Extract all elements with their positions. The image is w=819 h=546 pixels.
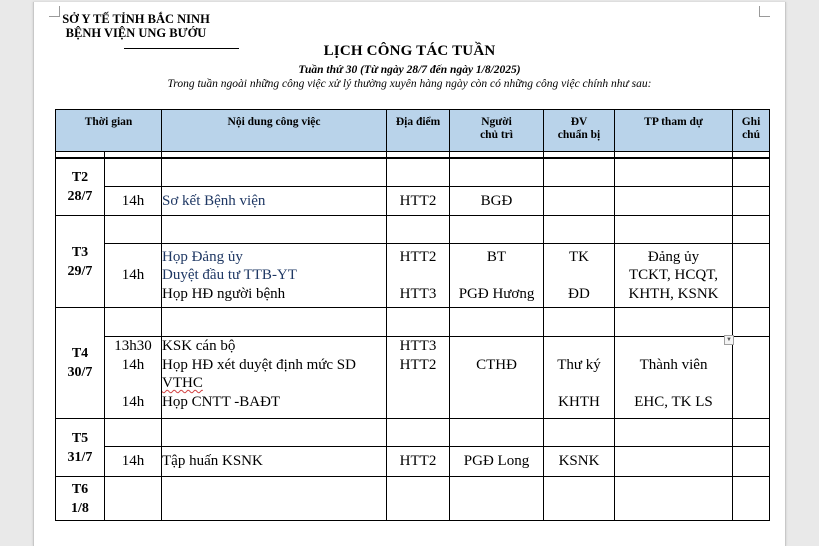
- table-row: [56, 158, 770, 187]
- header-note-line2: chú: [742, 129, 760, 141]
- org-line-2: BỆNH VIỆN UNG BƯỚU: [65, 25, 207, 40]
- day-name: T4: [71, 346, 89, 361]
- chair-cell: BGĐ: [450, 187, 544, 216]
- place-line: HTT3: [399, 285, 437, 302]
- header-prep: [544, 110, 615, 152]
- content-cell: [162, 244, 387, 308]
- content-line: Họp HĐ người bệnh: [162, 285, 286, 302]
- content-line: KSK cán bộ: [162, 338, 236, 354]
- attend-line: Đảng ủy: [647, 248, 700, 265]
- org-line-1: SỞ Y TẾ TỈNH BẮC NINH: [62, 12, 210, 26]
- table-header-row: [56, 110, 770, 152]
- document-page: [33, 2, 786, 546]
- content-cell: Sơ kết Bệnh viện: [162, 187, 387, 216]
- content-line: Họp CNTT -BAĐT: [162, 393, 281, 410]
- cell-dropdown-icon[interactable]: ▼: [724, 335, 734, 345]
- header-place: Địa điểm: [387, 110, 450, 152]
- prep-cell: [544, 337, 615, 419]
- place-cell: [387, 337, 450, 419]
- time-cell: [105, 337, 162, 419]
- day-date: 29/7: [67, 263, 93, 279]
- place-line: HTT2: [399, 248, 437, 265]
- day-date: 30/7: [67, 365, 93, 380]
- content-cell: [162, 337, 387, 419]
- prep-line: TK: [569, 248, 590, 265]
- day-cell-t4: [56, 308, 105, 419]
- organization-block: [34, 13, 238, 40]
- table-row: [56, 308, 770, 337]
- header-prep-line1: ĐV: [570, 116, 588, 128]
- day-cell-t6: [56, 477, 105, 521]
- place-line: HTT2: [399, 356, 437, 373]
- header-note: [733, 110, 770, 152]
- attend-line: Thành viên: [639, 356, 708, 373]
- header-note-line1: Ghi: [741, 116, 761, 128]
- header-time: Thời gian: [56, 110, 162, 152]
- place-cell: HTT2: [387, 187, 450, 216]
- attend-line: EHC, TK LS: [634, 393, 713, 410]
- time-line: 13h30: [114, 338, 152, 354]
- header-chair-line2: chủ trì: [480, 129, 513, 141]
- table-row: [56, 187, 770, 216]
- header-chair: [450, 110, 544, 152]
- header-content: Nội dung công việc: [162, 110, 387, 152]
- intro-text: Trong tuần ngoài những công việc xử lý thường xuyên hàng ngày còn có những công việc chính như sau:: [167, 78, 652, 90]
- time-cell: 14h: [105, 244, 162, 308]
- time-cell: 14h: [105, 187, 162, 216]
- table-row: [56, 216, 770, 244]
- prep-cell: [544, 244, 615, 308]
- time-line: 14h: [121, 393, 145, 410]
- prep-line: Thư ký: [557, 356, 601, 373]
- day-date: 31/7: [67, 449, 93, 465]
- content-line: VTHC: [162, 375, 203, 391]
- page-corner-mark: [759, 6, 770, 17]
- time-cell: 14h: [105, 447, 162, 477]
- day-name: T5: [71, 430, 89, 446]
- day-cell-t3: [56, 216, 105, 308]
- chair-cell: [450, 244, 544, 308]
- chair-cell: PGĐ Long: [450, 447, 544, 477]
- schedule-table: [55, 109, 770, 521]
- place-cell: [387, 244, 450, 308]
- table-row: [56, 477, 770, 521]
- content-line: Duyệt đầu tư TTB-YT: [162, 267, 297, 284]
- content-line: Họp HĐ xét duyệt định mức SD: [162, 356, 356, 373]
- content-cell: Tập huấn KSNK: [162, 447, 387, 477]
- header-prep-line2: chuẩn bị: [557, 129, 601, 141]
- table-row: [56, 244, 770, 308]
- header-attend: TP tham dự: [615, 110, 733, 152]
- day-date: 28/7: [67, 188, 93, 204]
- attend-line: KHTH, KSNK: [628, 285, 719, 302]
- page-title: LỊCH CÔNG TÁC TUẦN: [323, 43, 496, 59]
- attend-cell: [615, 244, 733, 308]
- table-row: [56, 419, 770, 447]
- header-chair-line1: Người: [481, 116, 512, 128]
- week-subtitle: Tuần thứ 30 (Từ ngày 28/7 đến ngày 1/8/2025): [298, 64, 521, 76]
- content-line: Họp Đảng ủy: [162, 248, 243, 265]
- place-cell: HTT2: [387, 447, 450, 477]
- chair-line: CTHĐ: [476, 356, 517, 373]
- chair-line: BT: [486, 248, 507, 265]
- attend-line: TCKT, HCQT,: [629, 267, 719, 284]
- day-name: T6: [71, 481, 89, 497]
- time-line: 14h: [121, 356, 145, 373]
- day-cell-t5: [56, 419, 105, 477]
- prep-line: KHTH: [558, 393, 600, 410]
- prep-line: ĐD: [568, 285, 590, 302]
- day-name: T3: [71, 244, 89, 260]
- prep-cell: KSNK: [544, 447, 615, 477]
- day-cell-t2: [56, 158, 105, 216]
- place-line: HTT3: [399, 338, 437, 354]
- chair-cell: [450, 337, 544, 419]
- attend-cell: [615, 337, 733, 419]
- table-row: [56, 337, 770, 419]
- table-row: [56, 447, 770, 477]
- chair-line: PGĐ Hương: [458, 285, 535, 302]
- day-date: 1/8: [71, 500, 89, 516]
- day-name: T2: [71, 169, 89, 185]
